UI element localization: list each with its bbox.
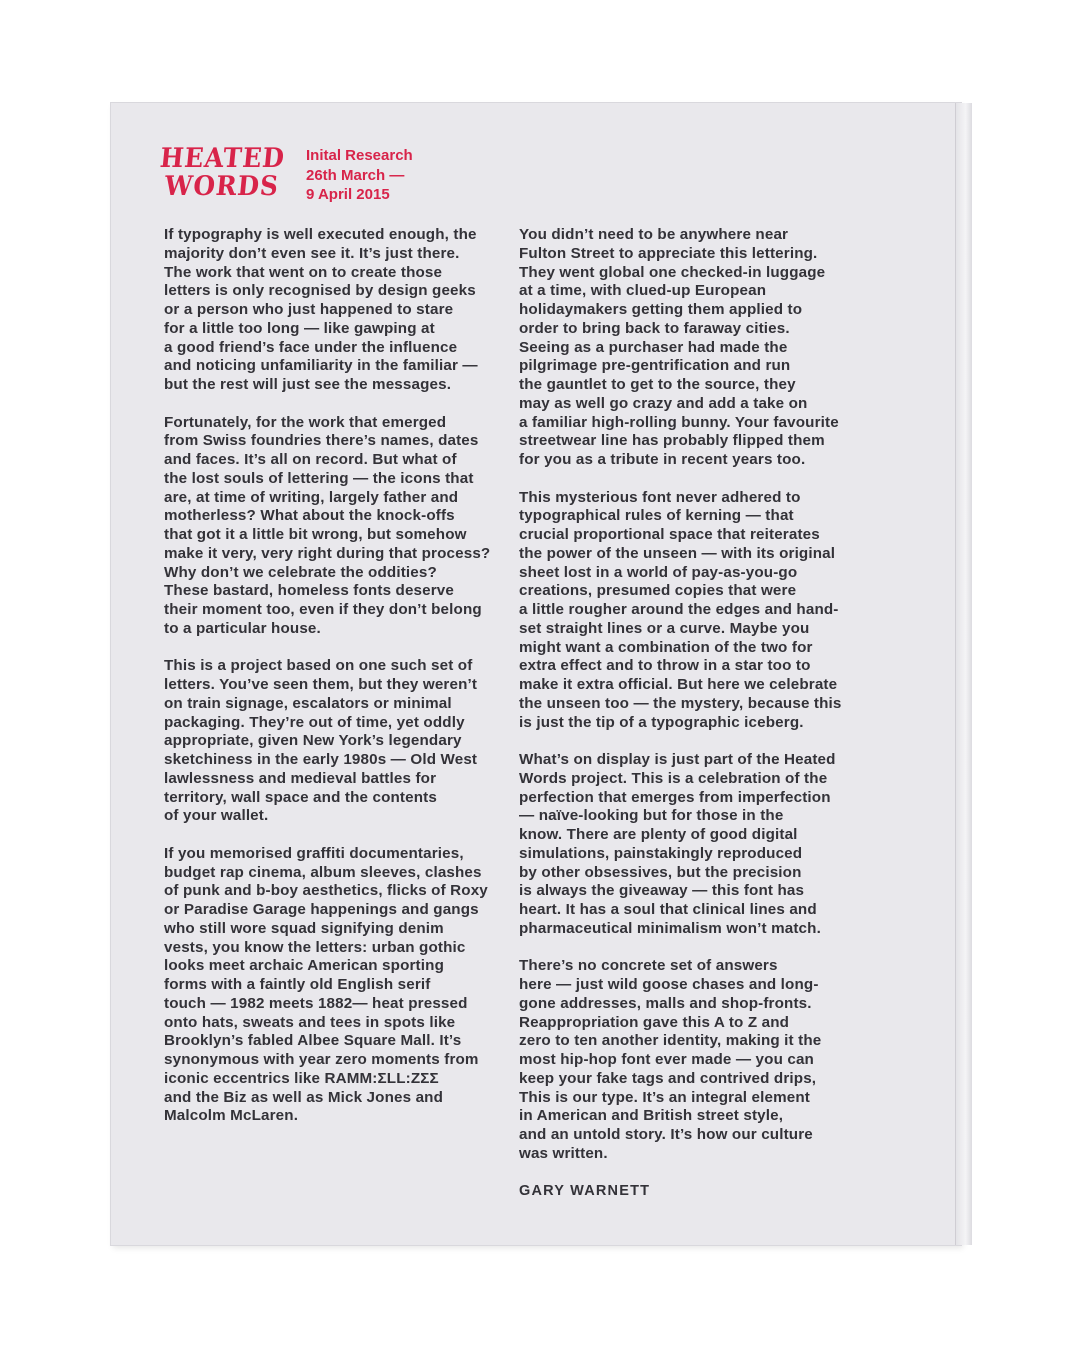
text-line: here — just wild goose chases and long-	[519, 976, 819, 993]
text-line: Reappropriation gave this A to Z and	[519, 1013, 790, 1031]
text-line: the power of the unseen — with its original	[519, 544, 836, 562]
text-line: are, at time of writing, largely father and	[164, 488, 459, 506]
heated-words-logo	[158, 143, 287, 207]
paragraph	[164, 414, 504, 639]
text-line: If you memorised graffiti documentaries,	[164, 844, 464, 862]
logo-line-1: HEATED	[158, 143, 287, 174]
text-line: a little rougher around the edges and hand-	[519, 601, 839, 618]
text-line: budget rap cinema, album sleeves, clashes	[164, 863, 482, 881]
text-line: onto hats, sweats and tees in spots like	[164, 1013, 456, 1031]
text-line: gone addresses, malls and shop-fronts.	[519, 994, 812, 1012]
text-line: territory, wall space and the contents	[164, 788, 437, 806]
logo-line-2: WORDS	[163, 171, 281, 202]
text-line: forms with a faintly old English serif	[164, 976, 431, 993]
text-line: zero to ten another identity, making it the	[519, 1032, 822, 1050]
text-line: the gauntlet to get to the source, they	[519, 376, 796, 393]
paragraph	[164, 226, 504, 395]
text-line: vests, you know the letters: urban gothic	[164, 938, 466, 956]
meta-date-start: 26th March —	[306, 166, 405, 184]
text-line: iconic eccentrics like RAMM:ΣLL:ZΣΣ	[164, 1069, 439, 1087]
text-line: motherless? What about the knock-offs	[164, 507, 455, 525]
text-line: the lost souls of lettering — the icons that	[164, 469, 474, 487]
text-line: and faces. It’s all on record. But what of	[164, 451, 457, 468]
text-line: of punk and b-boy aesthetics, flicks of Roxy	[164, 882, 488, 900]
paragraph	[164, 657, 504, 826]
text-line: perfection that emerges from imperfection	[519, 788, 831, 806]
text-line: letters. You’ve seen them, but they weren’t	[164, 676, 478, 693]
text-line: packaging. They’re out of time, yet oddly	[164, 713, 465, 731]
text-line: There’s no concrete set of answers	[519, 957, 778, 975]
text-line: their moment too, even if they don’t belong	[164, 601, 482, 618]
text-line: simulations, painstakingly reproduced	[519, 844, 803, 862]
text-line: touch — 1982 meets 1882— heat pressed	[164, 994, 468, 1012]
author-signature: GARY WARNETT	[519, 1183, 651, 1199]
text-line: and an untold story. It’s how our culture	[519, 1126, 813, 1143]
text-line: extra effect and to throw in a star too to	[519, 657, 811, 675]
text-line: and the Biz as well as Mick Jones and	[164, 1088, 444, 1106]
text-line: at a time, with clued-up European	[519, 282, 767, 300]
text-line: that got it a little bit wrong, but somehow	[164, 526, 467, 543]
text-line: — naïve-looking but for those in the	[519, 807, 784, 825]
text-line: make it very, very right during that process?	[164, 544, 491, 562]
header-meta	[306, 146, 476, 205]
text-line: may as well go crazy and add a take on	[519, 394, 808, 412]
text-line: synonymous with year zero moments from	[164, 1051, 479, 1068]
paragraph	[164, 845, 504, 1126]
text-line: is just the tip of a typographic iceberg.	[519, 713, 804, 731]
meta-date-end: 9 April 2015	[306, 186, 390, 203]
text-line: who still wore squad signifying denim	[164, 919, 444, 937]
text-line: was written.	[519, 1144, 608, 1162]
text-line: Fulton Street to appreciate this lettering.	[519, 244, 818, 262]
text-line: This is our type. It’s an integral element	[519, 1088, 810, 1106]
text-line: They went global one checked-in luggage	[519, 263, 826, 281]
text-line: most hip-hop font ever made — you can	[519, 1051, 814, 1068]
text-line: of your wallet.	[164, 807, 269, 825]
text-line: in American and British street style,	[519, 1107, 784, 1125]
text-line: make it extra official. But here we celebrate	[519, 676, 838, 693]
text-line: Words project. This is a celebration of the	[519, 769, 828, 787]
text-line: crucial proportional space that reiterates	[519, 526, 820, 543]
text-line: Why don’t we celebrate the oddities?	[164, 563, 437, 581]
text-line: pharmaceutical minimalism won’t match.	[519, 919, 821, 937]
text-line: heart. It has a soul that clinical lines and	[519, 901, 817, 918]
text-line: a familiar high-rolling bunny. Your favourite	[519, 413, 839, 431]
text-line: sheet lost in a world of pay-as-you-go	[519, 563, 798, 581]
text-line: the unseen too — the mystery, because this	[519, 694, 842, 712]
text-line: might want a combination of the two for	[519, 638, 813, 656]
paragraph	[519, 751, 864, 939]
text-line: a good friend’s face under the influence	[164, 338, 458, 356]
text-line: set straight lines or a curve. Maybe you	[519, 619, 810, 637]
text-line: or Paradise Garage happenings and gangs	[164, 901, 479, 918]
text-line: looks meet archaic American sporting	[164, 957, 444, 975]
text-line: but the rest will just see the messages.	[164, 376, 452, 393]
text-line: sketchiness in the early 1980s — Old West	[164, 751, 478, 768]
text-line: These bastard, homeless fonts deserve	[164, 582, 455, 600]
text-line: holidaymakers getting them applied to	[519, 301, 803, 318]
right-column	[519, 226, 864, 1182]
text-line: typographical rules of kerning — that	[519, 507, 794, 525]
text-line: keep your fake tags and contrived drips,	[519, 1069, 817, 1087]
text-line: for you as a tribute in recent years too.	[519, 451, 806, 468]
text-line: and noticing unfamiliarity in the familiar —	[164, 357, 478, 375]
text-line: This mysterious font never adhered to	[519, 488, 801, 506]
text-line: to a particular house.	[164, 619, 321, 637]
text-line: Fortunately, for the work that emerged	[164, 413, 447, 431]
text-line: lawlessness and medieval battles for	[164, 769, 437, 787]
paragraph	[519, 226, 864, 470]
text-line: You didn’t need to be anywhere near	[519, 226, 789, 243]
text-line: creations, presumed copies that were	[519, 582, 797, 600]
text-line: is always the giveaway — this font has	[519, 882, 805, 900]
left-column	[164, 226, 504, 1145]
text-line: by other obsessives, but the precision	[519, 863, 802, 881]
text-line: or a person who just happened to stare	[164, 301, 454, 318]
text-line: know. There are plenty of good digital	[519, 826, 798, 843]
text-line: letters is only recognised by design geeks	[164, 282, 476, 300]
text-line: If typography is well executed enough, the	[164, 226, 477, 243]
text-line: Brooklyn’s fabled Albee Square Mall. It’s	[164, 1032, 462, 1050]
paragraph	[519, 489, 864, 733]
meta-title: Inital Research	[306, 147, 413, 164]
text-line: from Swiss foundries there’s names, dates	[164, 432, 479, 450]
page-edge	[955, 103, 972, 1245]
text-line: appropriate, given New York’s legendary	[164, 732, 462, 750]
paragraph	[519, 957, 864, 1163]
text-line: majority don’t even see it. It’s just there.	[164, 244, 460, 262]
text-line: pilgrimage pre-gentrification and run	[519, 357, 791, 375]
text-line: Seeing as a purchaser had made the	[519, 338, 788, 356]
text-line: What’s on display is just part of the Heated	[519, 751, 836, 768]
text-line: for a little too long — like gawping at	[164, 319, 435, 337]
text-line: Malcolm McLaren.	[164, 1107, 299, 1125]
text-line: This is a project based on one such set of	[164, 657, 473, 675]
text-line: streetwear line has probably flipped them	[519, 432, 825, 450]
text-line: order to bring back to faraway cities.	[519, 319, 790, 337]
text-line: The work that went on to create those	[164, 263, 443, 281]
text-line: on train signage, escalators or minimal	[164, 694, 452, 712]
